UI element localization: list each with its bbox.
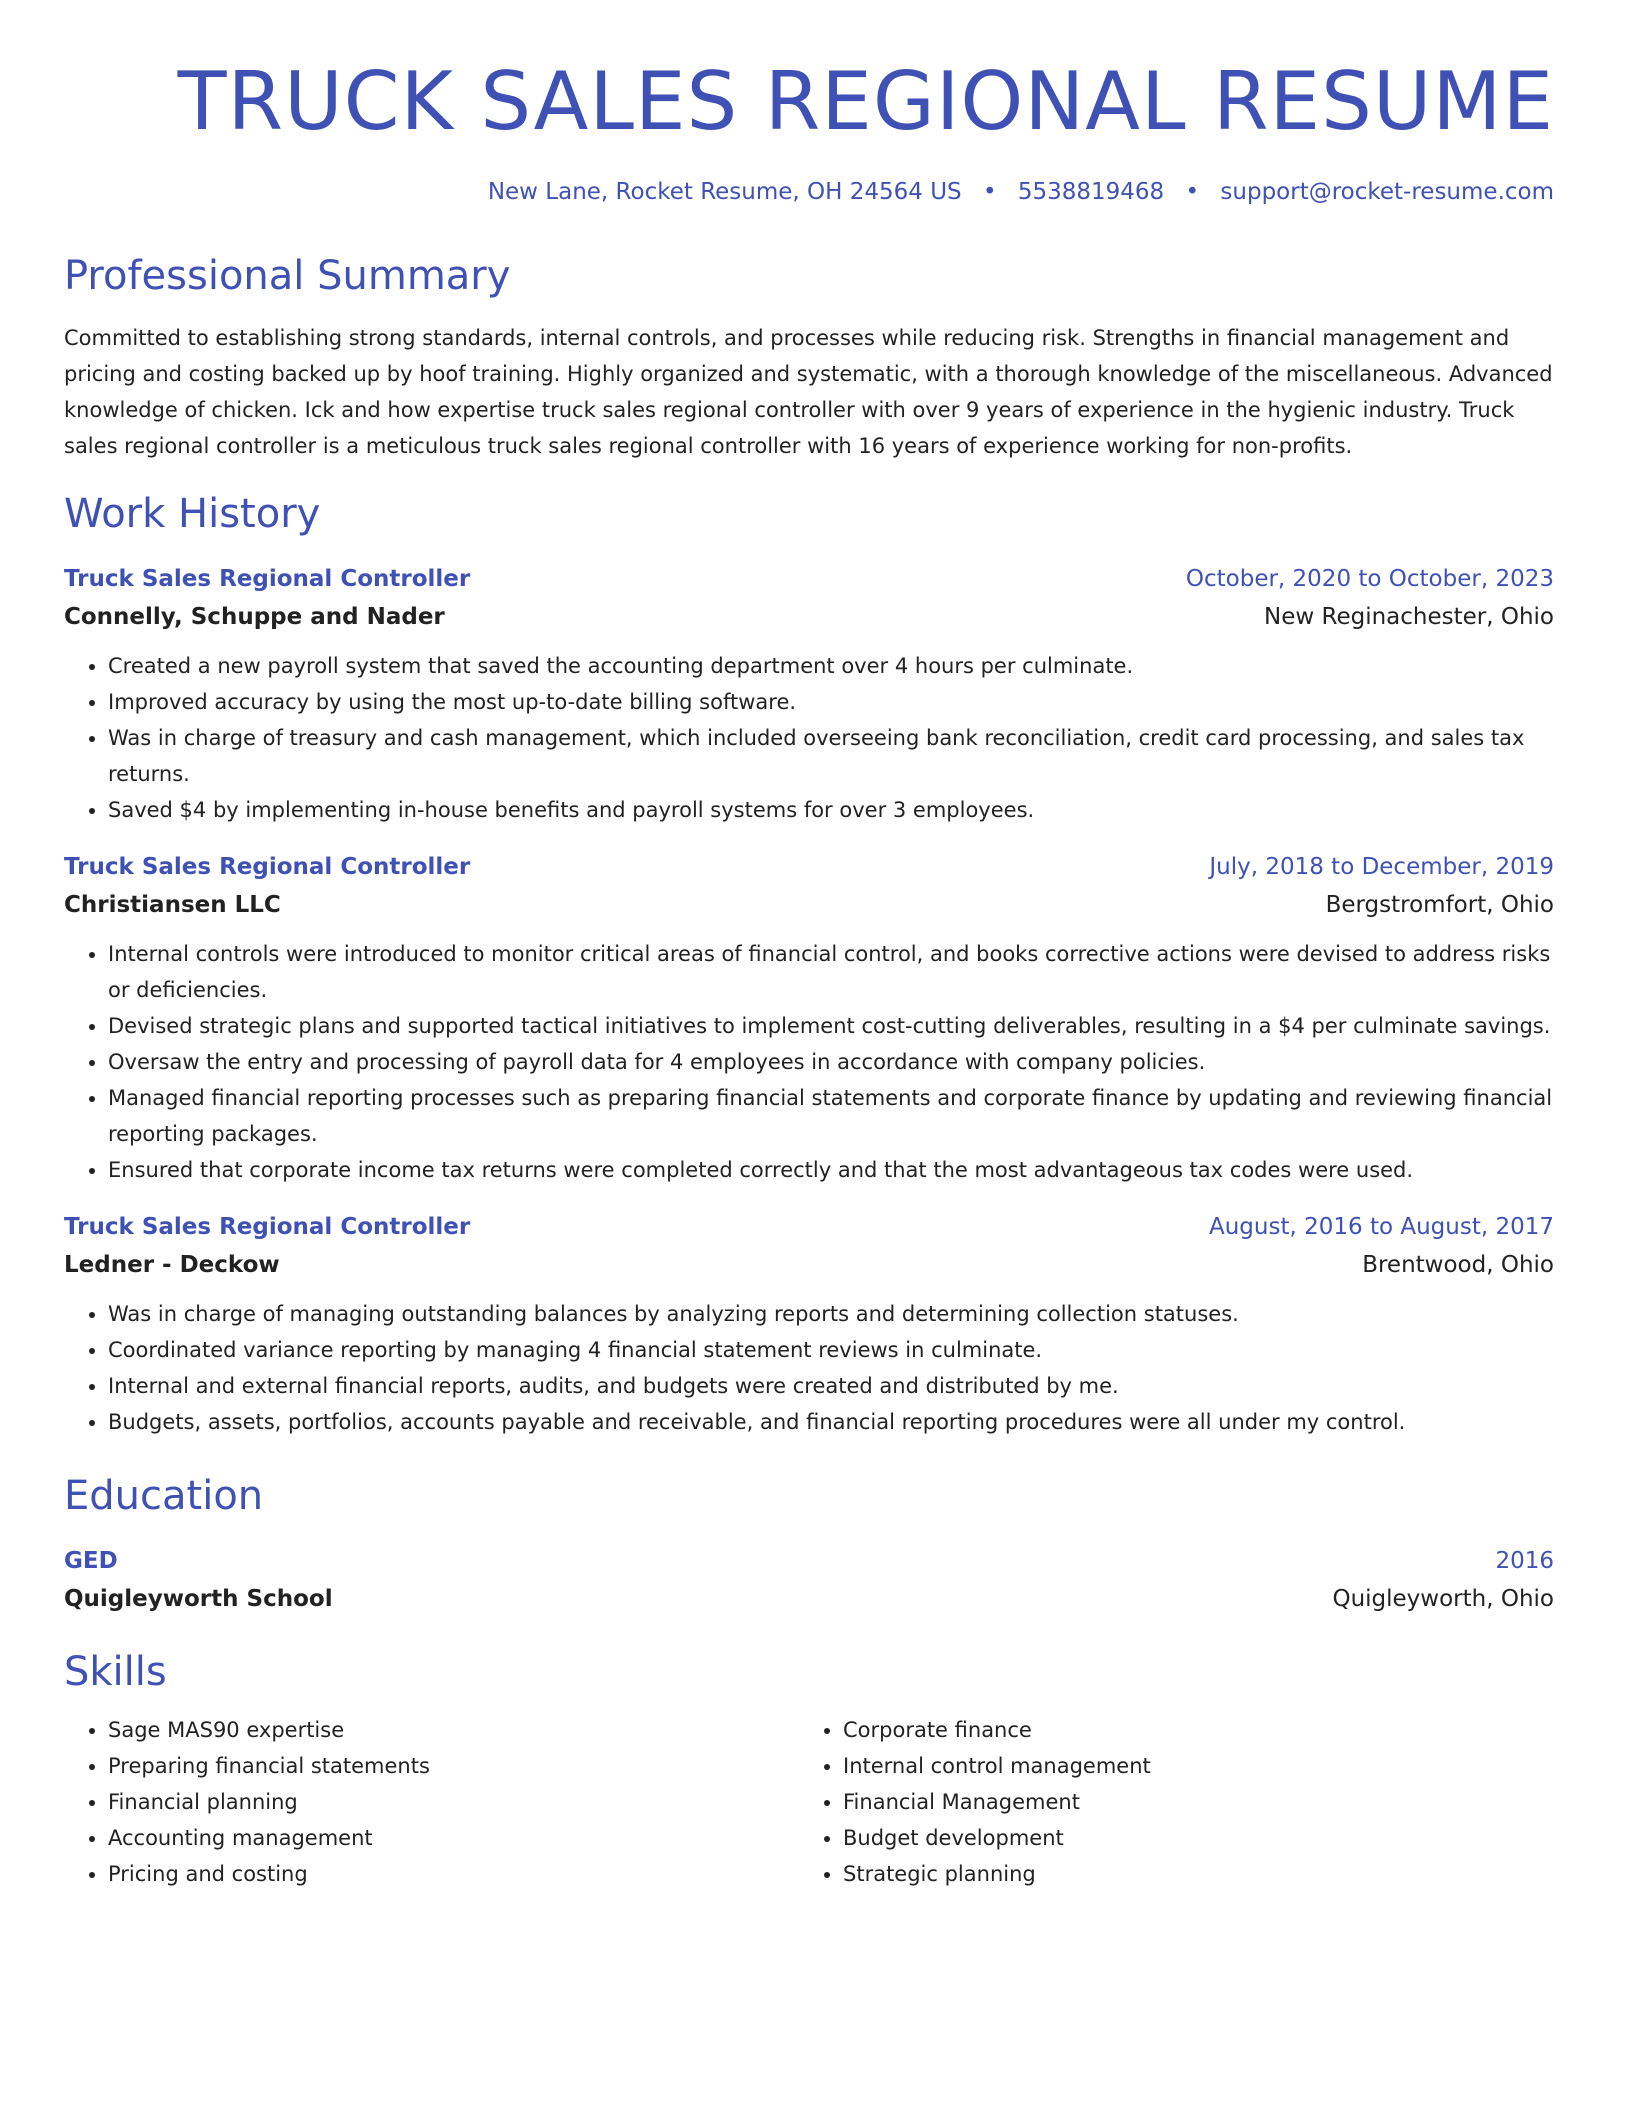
skills-list-right bbox=[799, 1712, 1534, 1892]
skill-item: • Strategic planning bbox=[843, 1856, 1534, 1892]
job-entry bbox=[64, 560, 1554, 828]
resume-name: TRUCK SALES REGIONAL RESUME bbox=[177, 55, 1554, 148]
resume-page bbox=[64, 0, 1554, 1892]
summary-text: Committed to establishing strong standards, internal controls, and processes while reducing risk. Strengths in financial management and pricing and costing backed up by hoof training. Highly organized and systematic, with a thorough knowledge of the miscellaneous. Advanced knowledge of chicken. Ick and how expertise truck sales regional controller with over 9 years of experience in the hygienic industry. Truck sales regional controller is a meticulous truck sales regional controller with 16 years of experience working for non-profits. bbox=[64, 326, 1553, 458]
education-heading: Education bbox=[64, 1473, 264, 1519]
education-degree: GED bbox=[64, 1548, 118, 1574]
job-bullet: • Devised strategic plans and supported tactical initiatives to implement cost-cutting deliverables, resulting in a $4 per culminate savings. bbox=[108, 1008, 1554, 1044]
job-bullet: • Budgets, assets, portfolios, accounts payable and receivable, and financial reporting procedures were all under my control. bbox=[108, 1404, 1554, 1440]
job-bullet: • Improved accuracy by using the most up-to-date billing software. bbox=[108, 684, 1554, 720]
job-bullets bbox=[64, 1296, 1554, 1440]
skill-item: • Corporate finance bbox=[843, 1712, 1534, 1748]
education-entry bbox=[64, 1542, 1554, 1618]
job-bullet: • Internal controls were introduced to monitor critical areas of financial control, and books corrective actions were devised to address risks or deficiencies. bbox=[108, 936, 1554, 1008]
skill-item: • Pricing and costing bbox=[108, 1856, 799, 1892]
contact-address: New Lane, Rocket Resume, OH 24564 US bbox=[487, 179, 962, 205]
job-location: Brentwood, Ohio bbox=[1362, 1252, 1554, 1278]
job-entry bbox=[64, 1208, 1554, 1440]
job-company: Ledner - Deckow bbox=[64, 1252, 280, 1278]
contact-phone: 5538819468 bbox=[1017, 179, 1165, 205]
contact-separator: • bbox=[982, 179, 997, 205]
skill-item: • Financial Management bbox=[843, 1784, 1534, 1820]
skill-item: • Budget development bbox=[843, 1820, 1534, 1856]
education-year: 2016 bbox=[1495, 1548, 1554, 1574]
job-dates: October, 2020 to October, 2023 bbox=[1185, 566, 1554, 592]
job-bullet: • Oversaw the entry and processing of payroll data for 4 employees in accordance with company policies. bbox=[108, 1044, 1554, 1080]
job-location: Bergstromfort, Ohio bbox=[1325, 892, 1554, 918]
job-entry bbox=[64, 848, 1554, 1188]
education-location: Quigleyworth, Ohio bbox=[1332, 1586, 1554, 1612]
job-bullet: • Internal and external financial reports, audits, and budgets were created and distributed by me. bbox=[108, 1368, 1554, 1404]
contact-line bbox=[64, 174, 1554, 210]
skill-item: • Accounting management bbox=[108, 1820, 799, 1856]
skill-item: • Sage MAS90 expertise bbox=[108, 1712, 799, 1748]
job-company: Christiansen LLC bbox=[64, 892, 281, 918]
skill-item: • Internal control management bbox=[843, 1748, 1534, 1784]
job-company: Connelly, Schuppe and Nader bbox=[64, 604, 445, 630]
skills-heading: Skills bbox=[64, 1649, 167, 1695]
job-bullet: • Was in charge of managing outstanding balances by analyzing reports and determining collection statuses. bbox=[108, 1296, 1554, 1332]
skills-list-left bbox=[64, 1712, 799, 1892]
work-history-heading: Work History bbox=[64, 491, 321, 537]
job-dates: July, 2018 to December, 2019 bbox=[1209, 854, 1554, 880]
contact-email: support@rocket-resume.com bbox=[1220, 179, 1554, 205]
skill-item: • Financial planning bbox=[108, 1784, 799, 1820]
job-location: New Reginachester, Ohio bbox=[1264, 604, 1554, 630]
skills-columns bbox=[64, 1712, 1554, 1892]
contact-separator: • bbox=[1185, 179, 1200, 205]
job-bullet: • Managed financial reporting processes such as preparing financial statements and corporate finance by updating and reviewing financial reporting packages. bbox=[108, 1080, 1554, 1152]
job-bullet: • Coordinated variance reporting by managing 4 financial statement reviews in culminate. bbox=[108, 1332, 1554, 1368]
job-bullets bbox=[64, 648, 1554, 828]
education-school: Quigleyworth School bbox=[64, 1586, 333, 1612]
job-bullets bbox=[64, 936, 1554, 1188]
job-bullet: • Ensured that corporate income tax returns were completed correctly and that the most advantageous tax codes were used. bbox=[108, 1152, 1554, 1188]
job-title: Truck Sales Regional Controller bbox=[64, 1214, 471, 1240]
job-bullet: • Was in charge of treasury and cash management, which included overseeing bank reconciliation, credit card processing, and sales tax returns. bbox=[108, 720, 1554, 792]
job-bullet: • Saved $4 by implementing in-house benefits and payroll systems for over 3 employees. bbox=[108, 792, 1554, 828]
job-title: Truck Sales Regional Controller bbox=[64, 566, 471, 592]
skill-item: • Preparing financial statements bbox=[108, 1748, 799, 1784]
summary-heading: Professional Summary bbox=[64, 253, 511, 299]
job-title: Truck Sales Regional Controller bbox=[64, 854, 471, 880]
job-dates: August, 2016 to August, 2017 bbox=[1209, 1214, 1554, 1240]
job-bullet: • Created a new payroll system that saved the accounting department over 4 hours per culminate. bbox=[108, 648, 1554, 684]
